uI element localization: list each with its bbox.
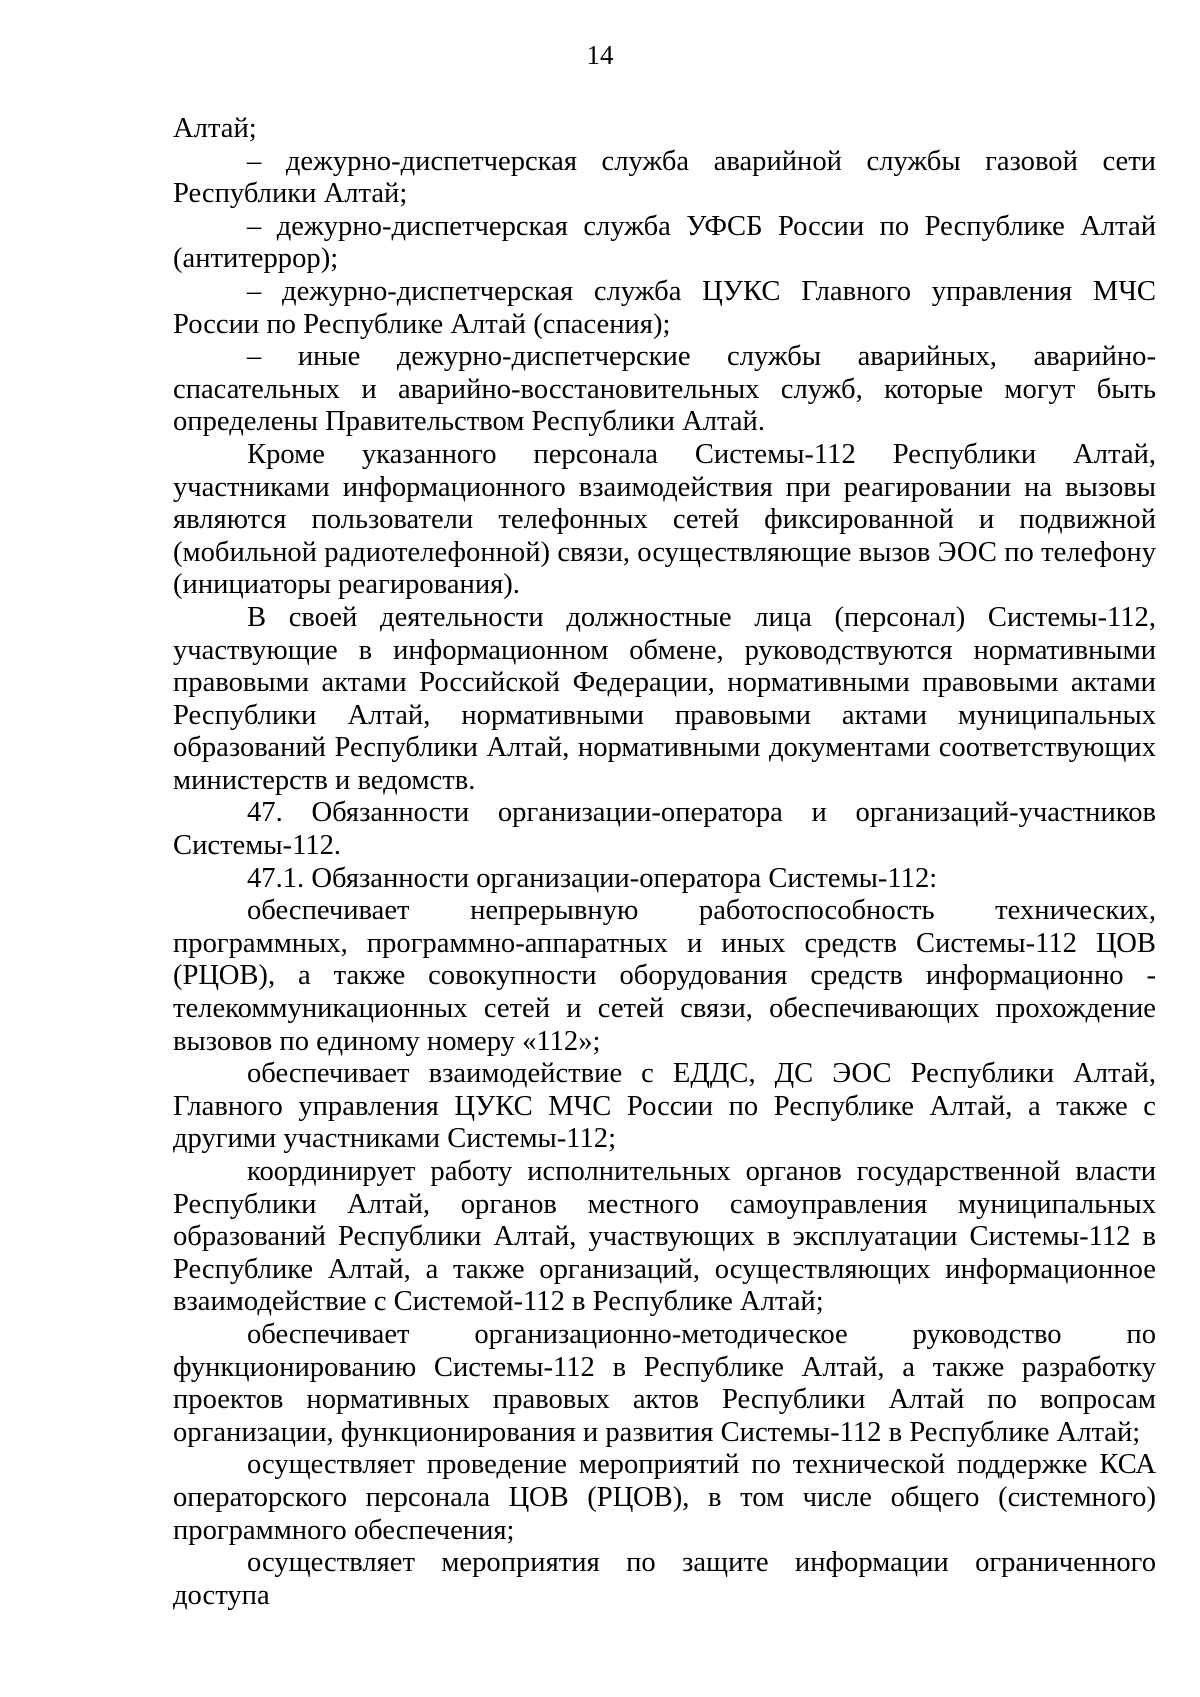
paragraph: осуществляет проведение мероприятий по технической поддержке КСА операторского персонала ЦОВ (РЦОВ), в том числе общего (системного) программного обеспечения;: [173, 1449, 1156, 1546]
list-item: – дежурно-диспетчерская служба аварийной службы газовой сети Республики Алтай;: [173, 145, 1156, 210]
list-item: – дежурно-диспетчерская служба УФСБ России по Республике Алтай (антитеррор);: [173, 210, 1156, 275]
section-heading: 47. Обязанности организации-оператора и организаций-участников Системы-112.: [173, 797, 1156, 862]
body-text: [173, 113, 1156, 1612]
paragraph: Алтай;: [173, 113, 257, 144]
paragraph: Кроме указанного персонала Системы-112 Республики Алтай, участниками информационного взаимодействия при реагировании на вызовы являются пользователи телефонных сетей фиксированной и подвижной (мобильной радиотелефонной) связи, осуществляющие вызов ЭОС по телефону (инициаторы реагирования).: [173, 438, 1156, 601]
paragraph: осуществляет мероприятия по защите информации ограниченного доступа: [173, 1547, 1156, 1611]
paragraph: координирует работу исполнительных органов государственной власти Республики Алтай, органов местного самоуправления муниципальных образований Республики Алтай, участвующих в эксплуатации Системы-112 в Республике Алтай, а также организаций, осуществляющих информационное взаимодействие с Системой-112 в Республике Алтай;: [173, 1156, 1156, 1318]
paragraph: В своей деятельности должностные лица (персонал) Системы-112, участвующие в информационном обмене, руководствуются нормативными правовыми актами Российской Федерации, нормативными правовыми актами Республики Алтай, нормативными правовыми актами муниципальных образований Республики Алтай, нормативными документами соответствующих министерств и ведомств.: [173, 601, 1156, 796]
paragraph: обеспечивает взаимодействие с ЕДДС, ДС ЭОС Республики Алтай, Главного управления ЦУКС МЧС России по Республике Алтай, а также с другими участниками Системы-112;: [173, 1058, 1156, 1155]
list-item: – дежурно-диспетчерская служба ЦУКС Главного управления МЧС России по Республике Алтай (спасения);: [173, 275, 1156, 340]
paragraph: обеспечивает организационно-методическое руководство по функционированию Системы-112 в Республике Алтай, а также разработку проектов нормативных правовых актов Республики Алтай по вопросам организации, функционирования и развития Системы-112 в Республике Алтай;: [173, 1318, 1156, 1448]
subsection-heading: 47.1. Обязанности организации-оператора Системы-112:: [247, 862, 938, 894]
paragraph: обеспечивает непрерывную работоспособность технических, программных, программно-аппаратных и иных средств Системы-112 ЦОВ (РЦОВ), а также совокупности оборудования средств информационно - телекоммуникационных сетей и сетей связи, обеспечивающих прохождение вызовов по единому номеру «112»;: [173, 895, 1156, 1057]
page-number: 14: [586, 40, 614, 70]
list-item: – иные дежурно-диспетчерские службы аварийных, аварийно- спасательных и аварийно-восстановительных служб, которые могут быть определены Правительством Республики Алтай.: [173, 341, 1156, 438]
